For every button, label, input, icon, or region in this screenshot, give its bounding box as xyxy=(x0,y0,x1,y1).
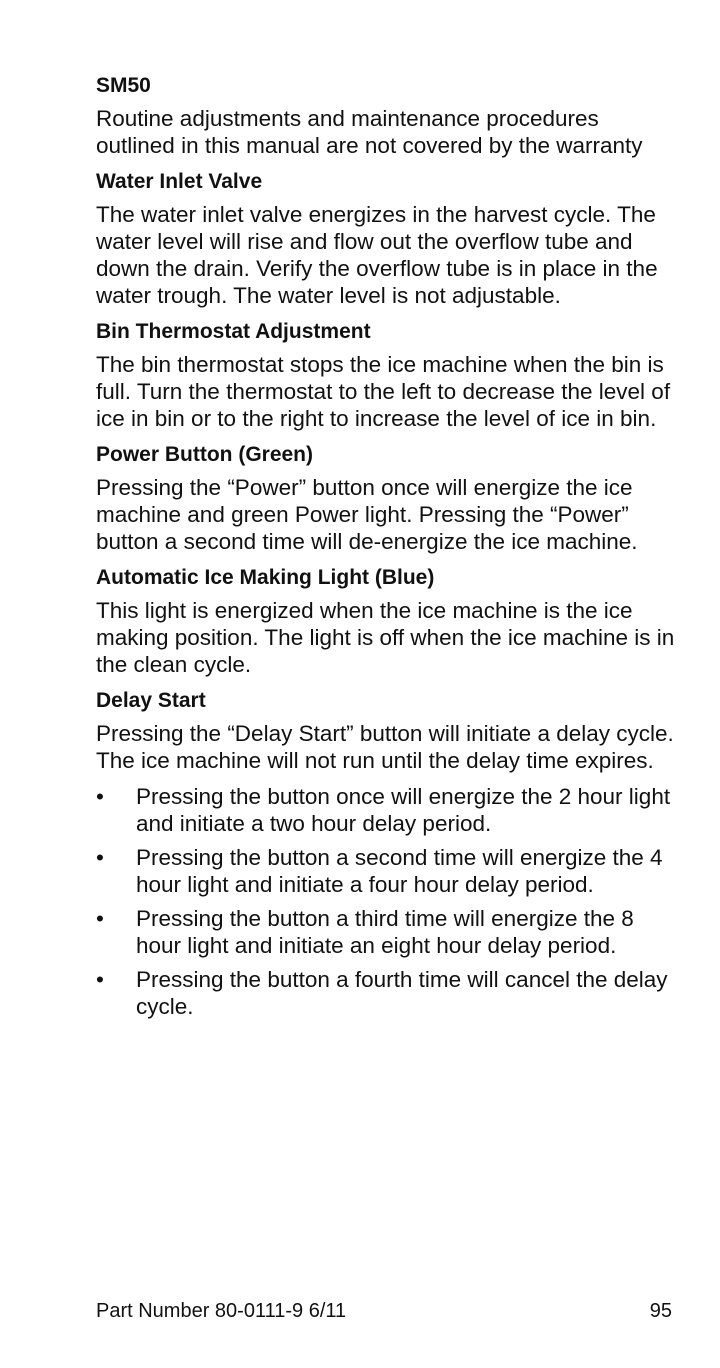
intro-paragraph: Routine adjustments and maintenance procedures outlined in this manual are not covered by the warranty xyxy=(96,106,643,158)
section-body-bin-thermostat: The bin thermostat stops the ice machine when the bin is full. Turn the thermostat to the left to decrease the level of ice in bin or to the right to increase the level of ice in bin. xyxy=(96,352,671,431)
delay-start-bullet-list xyxy=(96,783,676,1020)
list-item xyxy=(96,966,676,1020)
bullet-marker: • xyxy=(96,845,104,870)
part-number: Part Number 80-0111-9 6/11 xyxy=(96,1300,347,1322)
section-body-delay-start: Pressing the “Delay Start” button will initiate a delay cycle. The ice machine will not run until the delay time expires. xyxy=(96,721,674,773)
section-body-ice-making-light: This light is energized when the ice machine is the ice making position. The light is off when the ice machine is in the clean cycle. xyxy=(96,598,675,677)
section-body-water-inlet-valve: The water inlet valve energizes in the harvest cycle. The water level will rise and flow out the overflow tube and down the drain. Verify the overflow tube is in place in the water trough. The water level is not adjustable. xyxy=(96,202,658,308)
bullet-marker: • xyxy=(96,906,104,931)
bullet-marker: • xyxy=(96,967,104,992)
bullet-text: Pressing the button a fourth time will cancel the delay cycle. xyxy=(136,967,668,1019)
section-body-power-button: Pressing the “Power” button once will energize the ice machine and green Power light. Pressing the “Power” button a second time will de-energize the ice machine. xyxy=(96,475,638,554)
model-heading: SM50 xyxy=(96,74,151,97)
list-item xyxy=(96,783,676,837)
bullet-text: Pressing the button a second time will energize the 4 hour light and initiate a four hour delay period. xyxy=(136,845,663,897)
page-number: 95 xyxy=(649,1300,672,1322)
list-item xyxy=(96,844,676,898)
bullet-text: Pressing the button once will energize the 2 hour light and initiate a two hour delay period. xyxy=(136,784,671,836)
bullet-marker: • xyxy=(96,784,104,809)
page-content xyxy=(96,72,676,1027)
section-heading-ice-making-light: Automatic Ice Making Light (Blue) xyxy=(96,566,435,589)
bullet-text: Pressing the button a third time will energize the 8 hour light and initiate an eight hour delay period. xyxy=(136,906,634,958)
section-heading-delay-start: Delay Start xyxy=(96,689,206,712)
section-heading-bin-thermostat: Bin Thermostat Adjustment xyxy=(96,320,371,343)
list-item xyxy=(96,905,676,959)
section-heading-power-button: Power Button (Green) xyxy=(96,443,314,466)
section-heading-water-inlet-valve: Water Inlet Valve xyxy=(96,170,263,193)
